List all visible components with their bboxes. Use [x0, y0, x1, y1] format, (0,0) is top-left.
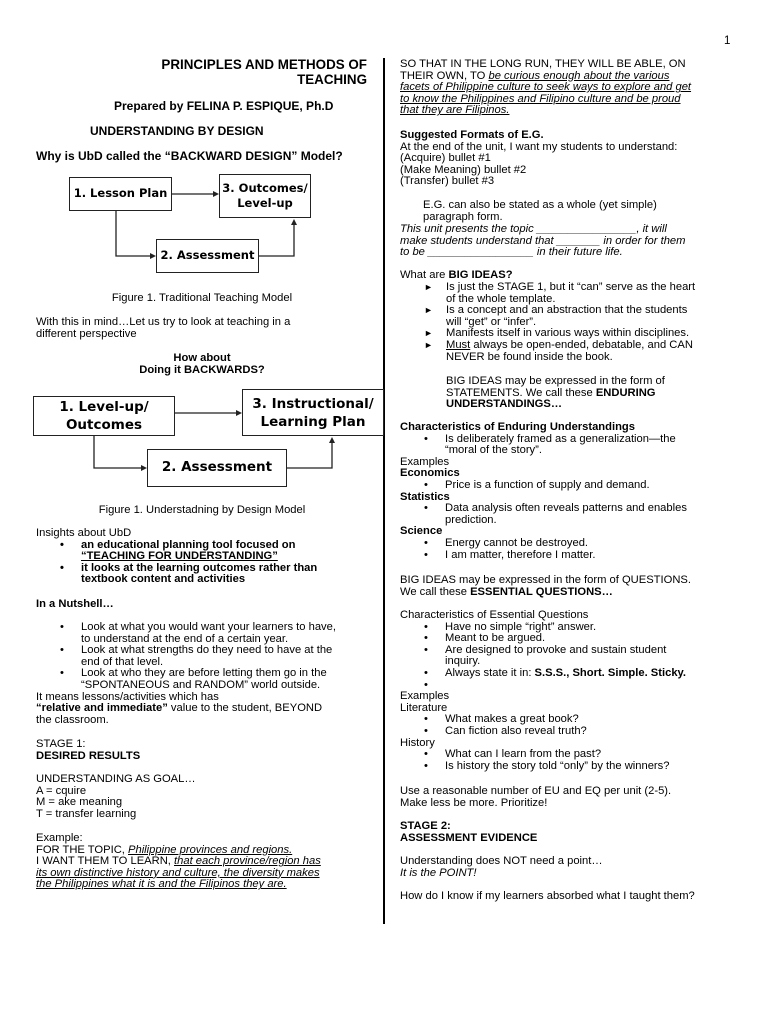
understanding-goal-section: UNDERSTANDING AS GOAL… A = cquire M = ake meaning T = transfer learning	[36, 773, 196, 820]
arrow-bullet-icon: ►	[424, 305, 433, 316]
list-item: • Energy cannot be destroyed.	[424, 536, 589, 549]
instructional-plan-box: 3. Instructional/ Learning Plan	[242, 389, 384, 436]
big-ideas-heading: What are BIG IDEAS?	[400, 269, 513, 281]
how-know-question: How do I know if my learners absorbed what I taught them?	[400, 890, 695, 902]
bullet-icon: •	[424, 748, 428, 761]
nutshell-heading: In a Nutshell…	[36, 598, 114, 610]
bullet-icon: •	[60, 621, 64, 633]
backward-design-question: Why is UbD called the “BACKWARD DESIGN” Model?	[36, 149, 343, 163]
eg-stated-text: E.G. can also be stated as a whole (yet simple) paragraph form.	[423, 199, 657, 223]
example-section: Example: FOR THE TOPIC, Philippine provinces and regions. I WANT THEM TO LEARN, that each province/region has its own distinctive history and culture, the diversity makes the Philippines what it is and the Filipinos they are.	[36, 832, 321, 891]
bullet-icon: •	[424, 548, 428, 561]
insights-list	[36, 540, 368, 586]
desired-results-heading: DESIRED RESULTS	[36, 749, 141, 762]
big-ideas-statements: BIG IDEAS may be expressed in the form of STATEMENTS. We call these ENDURING UNDERSTANDINGS…	[446, 375, 665, 411]
bullet-icon: •	[424, 724, 428, 737]
bullet-icon: •	[424, 759, 428, 772]
outcomes-box: 3. Outcomes/ Level-up	[219, 174, 311, 218]
arrow-bullet-icon: ►	[424, 282, 433, 292]
ubd-assessment-box: 2. Assessment	[147, 449, 287, 487]
how-about-heading: How about Doing it BACKWARDS?	[139, 352, 265, 376]
list-item: ► Must always be open-ended, debatable, and CAN NEVER be found inside the book.	[424, 338, 693, 363]
list-item: • Is deliberately framed as a generalization—the “moral of the story”.	[424, 432, 676, 457]
bullet-icon: •	[424, 678, 428, 691]
list-item: • Look at who they are before letting them go in the “SPONTANEOUS and RANDOM” world outside.	[60, 667, 327, 691]
list-item: ► Is a concept and an abstraction that the students will “get” or “infer”.	[424, 304, 688, 328]
list-item: • Data analysis often reveals patterns and enables prediction.	[424, 502, 687, 526]
bullet-icon: •	[60, 667, 64, 680]
list-item: • Look at what you would want your learners to have, to understand at the end of a certain year.	[60, 621, 336, 645]
bullet-icon: •	[60, 644, 64, 657]
list-item: • Look at what strengths do they need to have at the end of that level.	[60, 644, 333, 668]
list-item: • Meant to be argued.	[424, 632, 546, 645]
list-item: • Can fiction also reveal truth?	[424, 724, 587, 737]
stage2-heading: STAGE 2: ASSESSMENT EVIDENCE	[400, 820, 538, 844]
bullet-icon: •	[424, 666, 428, 679]
list-item: • Is history the story told “only” by the winners?	[424, 759, 670, 772]
list-item: • Have no simple “right” answer.	[424, 620, 597, 633]
stage1-section: STAGE 1: DESIRED RESULTS	[36, 739, 368, 762]
ubd-diagram-arrows	[36, 0, 396, 500]
section-title: UNDERSTANDING BY DESIGN	[90, 124, 264, 138]
list-item: • I am matter, therefore I matter.	[424, 548, 596, 561]
bullet-icon: •	[60, 561, 64, 574]
suggested-formats-section: Suggested Formats of E.G. At the end of the unit, I want my students to understand: (Acquire) bullet #1 (Make Meaning) bullet #2 (Transfer) bullet #3	[400, 129, 678, 188]
list-item: • Price is a function of supply and demand.	[424, 478, 650, 491]
reasonable-number-text: Use a reasonable number of EU and EQ per unit (2-5). Make less be more. Prioritize!	[400, 785, 672, 809]
bullet-icon: •	[424, 478, 428, 491]
enduring-understandings-section: Characteristics of Enduring Understandings • Is deliberately framed as a generalization—the “moral of the story”. Examples Economics • Price is a function of supply and demand. Statistics • Data analysis often reveals patterns and enables prediction. Science • Energy cannot be destroyed. • I am matter, therefore I matter.	[400, 422, 736, 561]
bullet-icon: •	[424, 502, 428, 515]
list-item: • Always state it in: S.S.S., Short. Simple. Sticky.	[424, 666, 687, 679]
bullet-icon: •	[424, 713, 428, 726]
point-text: Understanding does NOT need a point… It is the POINT!	[400, 855, 603, 879]
essential-questions-section: Characteristics of Essential Questions • Have no simple “right” answer. • Meant to be argued. • Are designed to provoke and sustain student inquiry. • Always state it in: S.S.S., Short. Simple. Sticky. • Examples Literature • What makes a great book? • Can fiction also reveal truth? History • What can I learn from the past? • Is history the story told “only” by the winners?	[400, 610, 736, 772]
list-item: ► Is just the STAGE 1, but it “can” serve as the heart of the whole template.	[424, 281, 696, 305]
bullet-icon: •	[60, 538, 64, 551]
lesson-plan-box: 1. Lesson Plan	[69, 177, 172, 211]
assessment-box: 2. Assessment	[156, 239, 259, 273]
page-number: 1	[724, 35, 731, 47]
document-title: PRINCIPLES AND METHODS OF TEACHING	[161, 57, 367, 87]
figure1-caption: Figure 1. Traditional Teaching Model	[111, 292, 293, 304]
bullet-icon: •	[424, 620, 428, 633]
list-item	[400, 680, 736, 692]
perspective-text: With this in mind…Let us try to look at teaching in a different perspective	[36, 316, 291, 340]
insights-heading: Insights about UbD	[36, 527, 132, 539]
essential-questions-intro: BIG IDEAS may be expressed in the form of QUESTIONS. We call these ESSENTIAL QUESTIONS…	[400, 574, 691, 598]
prepared-by: Prepared by FELINA P. ESPIQUE, Ph.D	[114, 99, 334, 113]
list-item: • Are designed to provoke and sustain student inquiry.	[424, 643, 667, 668]
nutshell-section: • Look at what you would want your learners to have, to understand at the end of a certain year. • Look at what strengths do they need to have at the end of that level. • Look at who they are before letting them go in the “SPONTANEOUS and RANDOM” world outside. It means lessons/activities which has “relative and immediate” value to the student, BEYOND the classroom.	[36, 622, 368, 726]
big-ideas-list	[400, 282, 734, 363]
bullet-icon: •	[424, 432, 428, 445]
arrow-bullet-icon: ►	[424, 339, 433, 350]
arrow-bullet-icon: ►	[424, 328, 433, 339]
nutshell-list	[36, 622, 368, 692]
list-item: ► Manifests itself in various ways within disciplines.	[424, 327, 690, 340]
level-up-outcomes-box: 1. Level-up/ Outcomes	[33, 396, 175, 436]
bullet-icon: •	[424, 632, 428, 645]
list-item: • What makes a great book?	[424, 713, 579, 726]
unit-presents-template: This unit presents the topic ________________, it will make students understand that _______ in order for them to be _________________ in their future life.	[400, 223, 686, 259]
insights-section	[36, 528, 368, 586]
list-item: • it looks at the learning outcomes rather than textbook content and activities	[60, 561, 318, 586]
bullet-icon: •	[424, 643, 428, 656]
list-item: • an educational planning tool focused on “TEACHING FOR UNDERSTANDING”	[60, 538, 296, 563]
figure2-caption: Figure 1. Understadning by Design Model	[98, 504, 306, 516]
bullet-icon: •	[424, 536, 428, 549]
long-run-paragraph: SO THAT IN THE LONG RUN, THEY WILL BE ABLE, ON THEIR OWN, TO be curious enough about the various facets of Philippine culture to seek ways to explore and get to know the Philippines and Filipino culture and be proud that they are Filipinos.	[400, 58, 692, 117]
big-ideas-section	[400, 282, 734, 363]
list-item: • What can I learn from the past?	[424, 748, 602, 761]
